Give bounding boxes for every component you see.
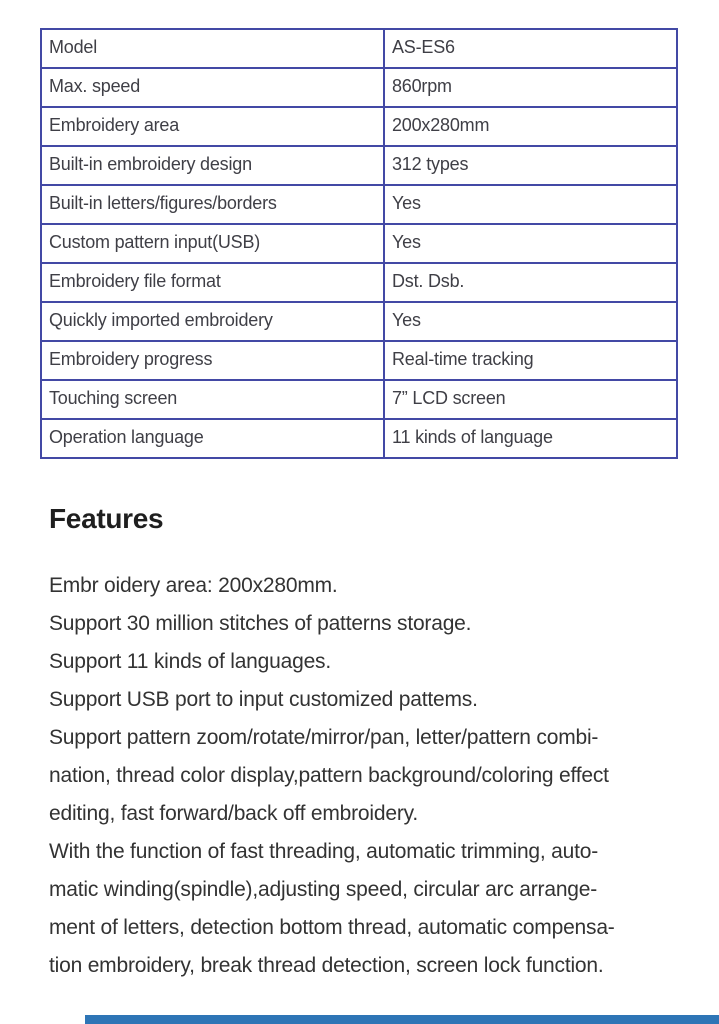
spec-label-cell: Custom pattern input(USB) [41,224,384,263]
spec-label-cell: Built-in letters/figures/borders [41,185,384,224]
spec-value-cell: 860rpm [384,68,677,107]
table-row [41,302,677,341]
spec-label-cell: Touching screen [41,380,384,419]
spec-label-cell: Model [41,29,384,68]
spec-value-cell: AS-ES6 [384,29,677,68]
features-list [49,567,709,985]
feature-line: Support USB port to input customized pattems. [49,688,478,711]
spec-label-cell: Embroidery area [41,107,384,146]
feature-line: Embr oidery area: 200x280mm. [49,574,338,597]
table-row [41,419,677,458]
feature-line: Support pattern zoom/rotate/mirror/pan, letter/pattern combi- [49,726,599,749]
spec-value-cell: Yes [384,224,677,263]
table-row [41,68,677,107]
features-heading: Features [49,503,164,534]
footer-accent-bar [85,1015,719,1024]
spec-value-cell: 7” LCD screen [384,380,677,419]
spec-value-cell: Yes [384,302,677,341]
feature-line: Support 11 kinds of languages. [49,650,331,673]
spec-label-cell: Built-in embroidery design [41,146,384,185]
spec-value-cell: 312 types [384,146,677,185]
feature-line: ment of letters, detection bottom thread, automatic compensa- [49,916,615,939]
table-row [41,185,677,224]
feature-line: Support 30 million stitches of patterns storage. [49,612,472,635]
spec-label-cell: Max. speed [41,68,384,107]
feature-line: editing, fast forward/back off embroidery. [49,802,419,825]
spec-label-cell: Operation language [41,419,384,458]
feature-line: tion embroidery, break thread detection, screen lock function. [49,954,604,977]
spec-value-cell: Real-time tracking [384,341,677,380]
table-row [41,29,677,68]
table-row [41,341,677,380]
spec-value-cell: Dst. Dsb. [384,263,677,302]
feature-line: nation, thread color display,pattern background/coloring effect [49,764,609,787]
spec-label-cell: Embroidery progress [41,341,384,380]
table-row [41,107,677,146]
spec-table [40,28,678,459]
table-row [41,380,677,419]
table-row [41,263,677,302]
spec-label-cell: Embroidery file format [41,263,384,302]
feature-line: With the function of fast threading, automatic trimming, auto- [49,840,599,863]
spec-value-cell: Yes [384,185,677,224]
spec-label-cell: Quickly imported embroidery [41,302,384,341]
spec-value-cell: 200x280mm [384,107,677,146]
spec-value-cell: 11 kinds of language [384,419,677,458]
table-row [41,224,677,263]
feature-line: matic winding(spindle),adjusting speed, circular arc arrange- [49,878,598,901]
table-row [41,146,677,185]
